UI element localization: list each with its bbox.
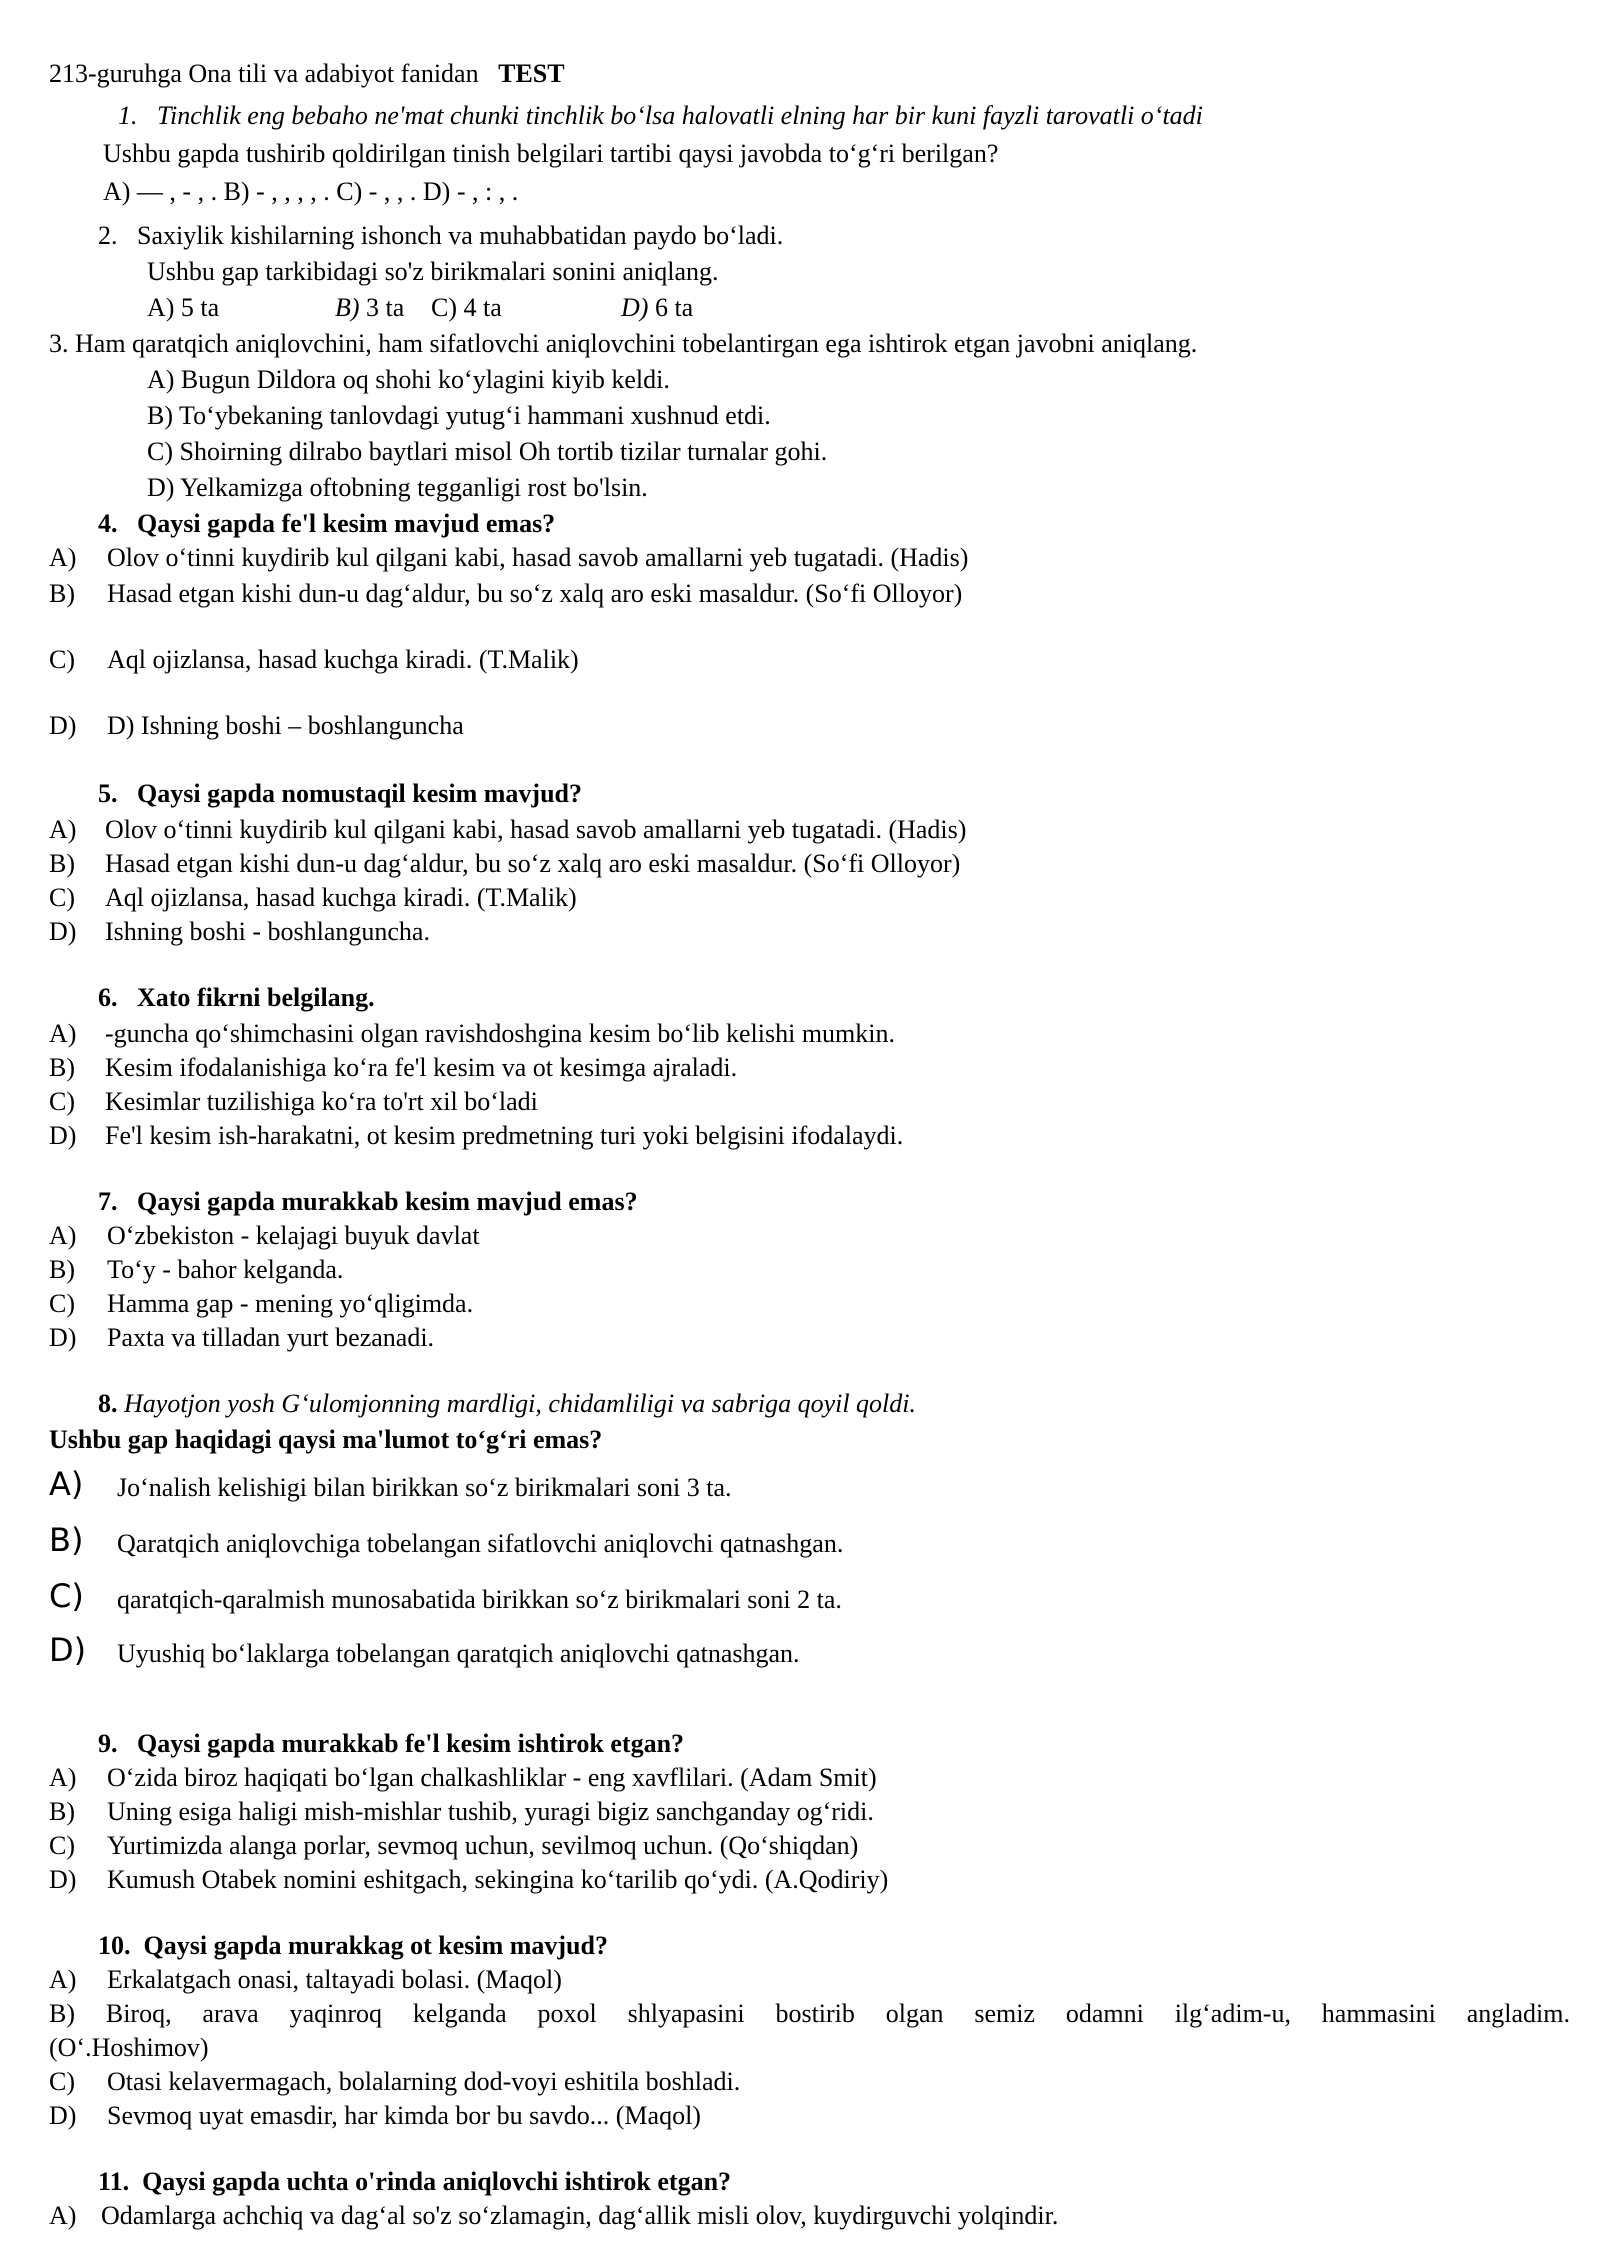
question-7-option-c: C) Hamma gap - mening yo‘qligimda. — [49, 1289, 474, 1318]
question-10-option-b-source: (O‘.Hoshimov) — [49, 2033, 209, 2062]
question-5: 5. Qaysi gapda nomustaqil kesim mavjud? — [98, 779, 582, 808]
question-2: 2. Saxiylik kishilarning ishonch va muhabbatidan paydo bo‘ladi. — [98, 221, 784, 250]
question-7-option-a: A) O‘zbekiston - kelajagi buyuk davlat — [49, 1221, 480, 1250]
question-8-option-a: A) Jo‘nalish kelishigi bilan birikkan so‘z birikmalari soni 3 ta. — [49, 1465, 732, 1503]
question-5-option-c: C) Aql ojizlansa, hasad kuchga kiradi. (T.Malik) — [49, 883, 577, 912]
question-9: 9. Qaysi gapda murakkab fe'l kesim ishtirok etgan? — [98, 1729, 685, 1758]
question-3-option-a: A) Bugun Dildora oq shohi ko‘ylagini kiyib keldi. — [147, 365, 670, 394]
question-2-option-c: C) 4 ta — [431, 293, 502, 322]
question-3: 3. Ham qaratqich aniqlovchini, ham sifatlovchi aniqlovchini tobelantirgan ega ishtirok etgan javobni aniqlang. — [49, 329, 1198, 358]
question-9-option-c: C) Yurtimizda alanga porlar, sevmoq uchun, sevilmoq uchun. (Qo‘shiqdan) — [49, 1831, 859, 1860]
question-3-option-d: D) Yelkamizga oftobning tegganligi rost bo'lsin. — [147, 473, 648, 502]
question-7-option-b: B) To‘y - bahor kelganda. — [49, 1255, 344, 1284]
question-10: 10. Qaysi gapda murakkag ot kesim mavjud? — [98, 1931, 608, 1960]
question-8: 8. Hayotjon yosh G‘ulomjonning mardligi, chidamliligi va sabriga qoyil qoldi. — [98, 1389, 916, 1418]
question-4-option-d: D) D) Ishning boshi – boshlanguncha — [49, 711, 464, 740]
question-6-option-a: A) -guncha qo‘shimchasini olgan ravishdoshgina kesim bo‘lib kelishi mumkin. — [49, 1019, 896, 1048]
question-2-option-a: A) 5 ta — [147, 293, 220, 322]
question-8-option-c: C) qaratqich-qaralmish munosabatida birikkan so‘z birikmalari soni 2 ta. — [49, 1577, 842, 1615]
question-10-option-c: C) Otasi kelavermagach, bolalarning dod-voyi eshitila boshladi. — [49, 2067, 741, 2096]
question-8-option-d: D) Uyushiq bo‘laklarga tobelangan qaratqich aniqlovchi qatnashgan. — [49, 1631, 800, 1669]
question-1-options: A) — , - , . B) - , , , , . C) - , , . D) - , : , . — [103, 177, 519, 206]
question-10-option-b: B) Biroq, arava yaqinroq kelganda poxol shlyapasini bostirib olgan semiz odamni ilg‘adim-u, hammasini angladim. — [49, 1999, 1571, 2028]
question-11: 11. Qaysi gapda uchta o'rinda aniqlovchi ishtirok etgan? — [98, 2167, 732, 2196]
question-1-prompt: Ushbu gapda tushirib qoldirilgan tinish belgilari tartibi qaysi javobda to‘g‘ri berilgan? — [103, 139, 999, 168]
question-3-option-c: C) Shoirning dilrabo baytlari misol Oh tortib tizilar turnalar gohi. — [147, 437, 828, 466]
question-9-option-b: B) Uning esiga haligi mish-mishlar tushib, yuragi bigiz sanchganday og‘ridi. — [49, 1797, 874, 1826]
question-7-option-d: D) Paxta va tilladan yurt bezanadi. — [49, 1323, 435, 1352]
question-6: 6. Xato fikrni belgilang. — [98, 983, 375, 1012]
question-7: 7. Qaysi gapda murakkab kesim mavjud emas? — [98, 1187, 638, 1216]
question-9-option-d: D) Kumush Otabek nomini eshitgach, sekingina ko‘tarilib qo‘ydi. (A.Qodiriy) — [49, 1865, 889, 1894]
question-4: 4. Qaysi gapda fe'l kesim mavjud emas? — [98, 509, 556, 538]
question-6-option-d: D) Fe'l kesim ish-harakatni, ot kesim predmetning turi yoki belgisini ifodalaydi. — [49, 1121, 904, 1150]
question-4-option-b: B) Hasad etgan kishi dun-u dag‘aldur, bu so‘z xalq aro eski masaldur. (So‘fi Olloyor) — [49, 579, 963, 608]
question-2-prompt: Ushbu gap tarkibidagi so'z birikmalari sonini aniqlang. — [147, 257, 719, 286]
question-8-prompt: Ushbu gap haqidagi qaysi ma'lumot to‘g‘ri emas? — [49, 1425, 603, 1454]
question-4-option-c: C) Aql ojizlansa, hasad kuchga kiradi. (T.Malik) — [49, 645, 579, 674]
document-title: 213-guruhga Ona tili va adabiyot fanidan TEST — [49, 59, 565, 88]
question-6-option-b: B) Kesim ifodalanishiga ko‘ra fe'l kesim va ot kesimga ajraladi. — [49, 1053, 738, 1082]
question-6-option-c: C) Kesimlar tuzilishiga ko‘ra to'rt xil bo‘ladi — [49, 1087, 538, 1116]
question-2-option-d: D) 6 ta — [621, 293, 694, 322]
question-4-option-a: A) Olov o‘tinni kuydirib kul qilgani kabi, hasad savob amallarni yeb tugatadi. (Hadis) — [49, 543, 969, 572]
question-5-option-d: D) Ishning boshi - boshlanguncha. — [49, 917, 430, 946]
question-10-option-a: A) Erkalatgach onasi, taltayadi bolasi. (Maqol) — [49, 1965, 562, 1994]
question-8-option-b: B) Qaratqich aniqlovchiga tobelangan sifatlovchi aniqlovchi qatnashgan. — [49, 1521, 844, 1559]
question-1: 1. Tinchlik eng bebaho ne'mat chunki tinchlik bo‘lsa halovatli elning har bir kuni fayzli tarovatli o‘tadi — [118, 101, 1203, 130]
question-9-option-a: A) O‘zida biroz haqiqati bo‘lgan chalkashliklar - eng xavflilari. (Adam Smit) — [49, 1763, 877, 1792]
question-3-option-b: B) To‘ybekaning tanlovdagi yutug‘i hammani xushnud etdi. — [147, 401, 771, 430]
question-11-option-a: A) Odamlarga achchiq va dag‘al so'z so‘zlamagin, dag‘allik misli olov, kuydirguvchi yolqindir. — [49, 2201, 1059, 2230]
question-5-option-a: A) Olov o‘tinni kuydirib kul qilgani kabi, hasad savob amallarni yeb tugatadi. (Hadis) — [49, 815, 967, 844]
question-10-option-d: D) Sevmoq uyat emasdir, har kimda bor bu savdo... (Maqol) — [49, 2101, 701, 2130]
question-5-option-b: B) Hasad etgan kishi dun-u dag‘aldur, bu so‘z xalq aro eski masaldur. (So‘fi Olloyor) — [49, 849, 961, 878]
question-2-option-b: B) 3 ta — [335, 293, 405, 322]
